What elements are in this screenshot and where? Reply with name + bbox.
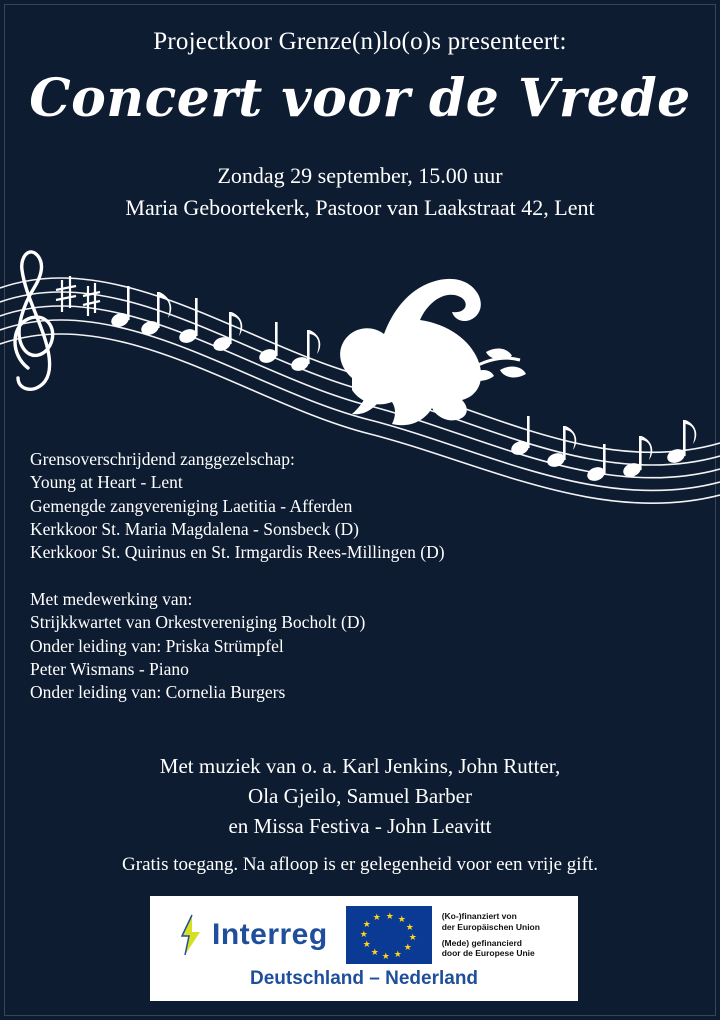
eu-funding-line: (Ko-)finanziert von xyxy=(441,911,517,922)
eu-funding-line: der Europäischen Union xyxy=(441,921,540,932)
sharp-signs-icon xyxy=(56,276,100,316)
collaboration-item: Peter Wismans - Piano xyxy=(30,658,189,679)
performers-item: Kerkkoor St. Quirinus en St. Irmgardis Rees-Millingen (D) xyxy=(30,542,445,563)
collaboration-block xyxy=(30,588,365,704)
interreg-countries-label: Deutschland – Nederland xyxy=(249,968,479,989)
music-credits-line: Ola Gjeilo, Samuel Barber xyxy=(248,783,472,808)
date-line: Zondag 29 september, 15.00 uur xyxy=(217,163,503,188)
interreg-wordmark: Interreg xyxy=(212,918,328,951)
collaboration-item: Onder leiding van: Cornelia Burgers xyxy=(30,682,286,703)
treble-clef-icon xyxy=(15,252,53,389)
music-credits-block xyxy=(0,752,720,841)
interreg-logo xyxy=(160,914,328,956)
collaboration-item: Onder leiding van: Priska Strümpfel xyxy=(30,635,284,656)
interreg-bolt-icon xyxy=(178,914,204,956)
music-credits-line: Met muziek van o. a. Karl Jenkins, John Rutter, xyxy=(159,754,561,778)
performers-block xyxy=(30,448,445,564)
performers-item: Gemengde zangvereniging Laetitia - Afferden xyxy=(30,495,353,516)
venue-line: Maria Geboortekerk, Pastoor van Laakstraat 42, Lent xyxy=(125,195,595,220)
performers-item: Kerkkoor St. Maria Magdalena - Sonsbeck (D) xyxy=(30,518,360,539)
music-credits-line: en Missa Festiva - John Leavitt xyxy=(228,813,492,838)
dove-with-olive-branch-icon xyxy=(340,279,526,425)
performers-heading: Grensoverschrijdend zanggezelschap: xyxy=(30,449,295,469)
eu-funding-line: (Mede) gefinancierd xyxy=(441,937,522,948)
page-title: Concert voor de Vrede xyxy=(29,68,691,129)
sponsor-logo-bar xyxy=(150,896,578,1001)
collaboration-heading: Met medewerking van: xyxy=(30,589,193,609)
eu-funding-line: door de Europese Unie xyxy=(441,948,535,959)
collaboration-item: Strijkkwartet van Orkestvereniging Bocholt (D) xyxy=(30,612,366,633)
eu-flag-icon: ★ ★ ★ ★ ★ ★ ★ ★ ★ ★ ★ ★ xyxy=(346,906,432,964)
eu-funding-text xyxy=(442,911,540,959)
presenter-line: Projectkoor Grenze(n)lo(o)s presenteert: xyxy=(153,28,567,55)
performers-item: Young at Heart - Lent xyxy=(30,472,183,493)
entry-note: Gratis toegang. Na afloop is er gelegenheid voor een vrije gift. xyxy=(122,854,598,875)
